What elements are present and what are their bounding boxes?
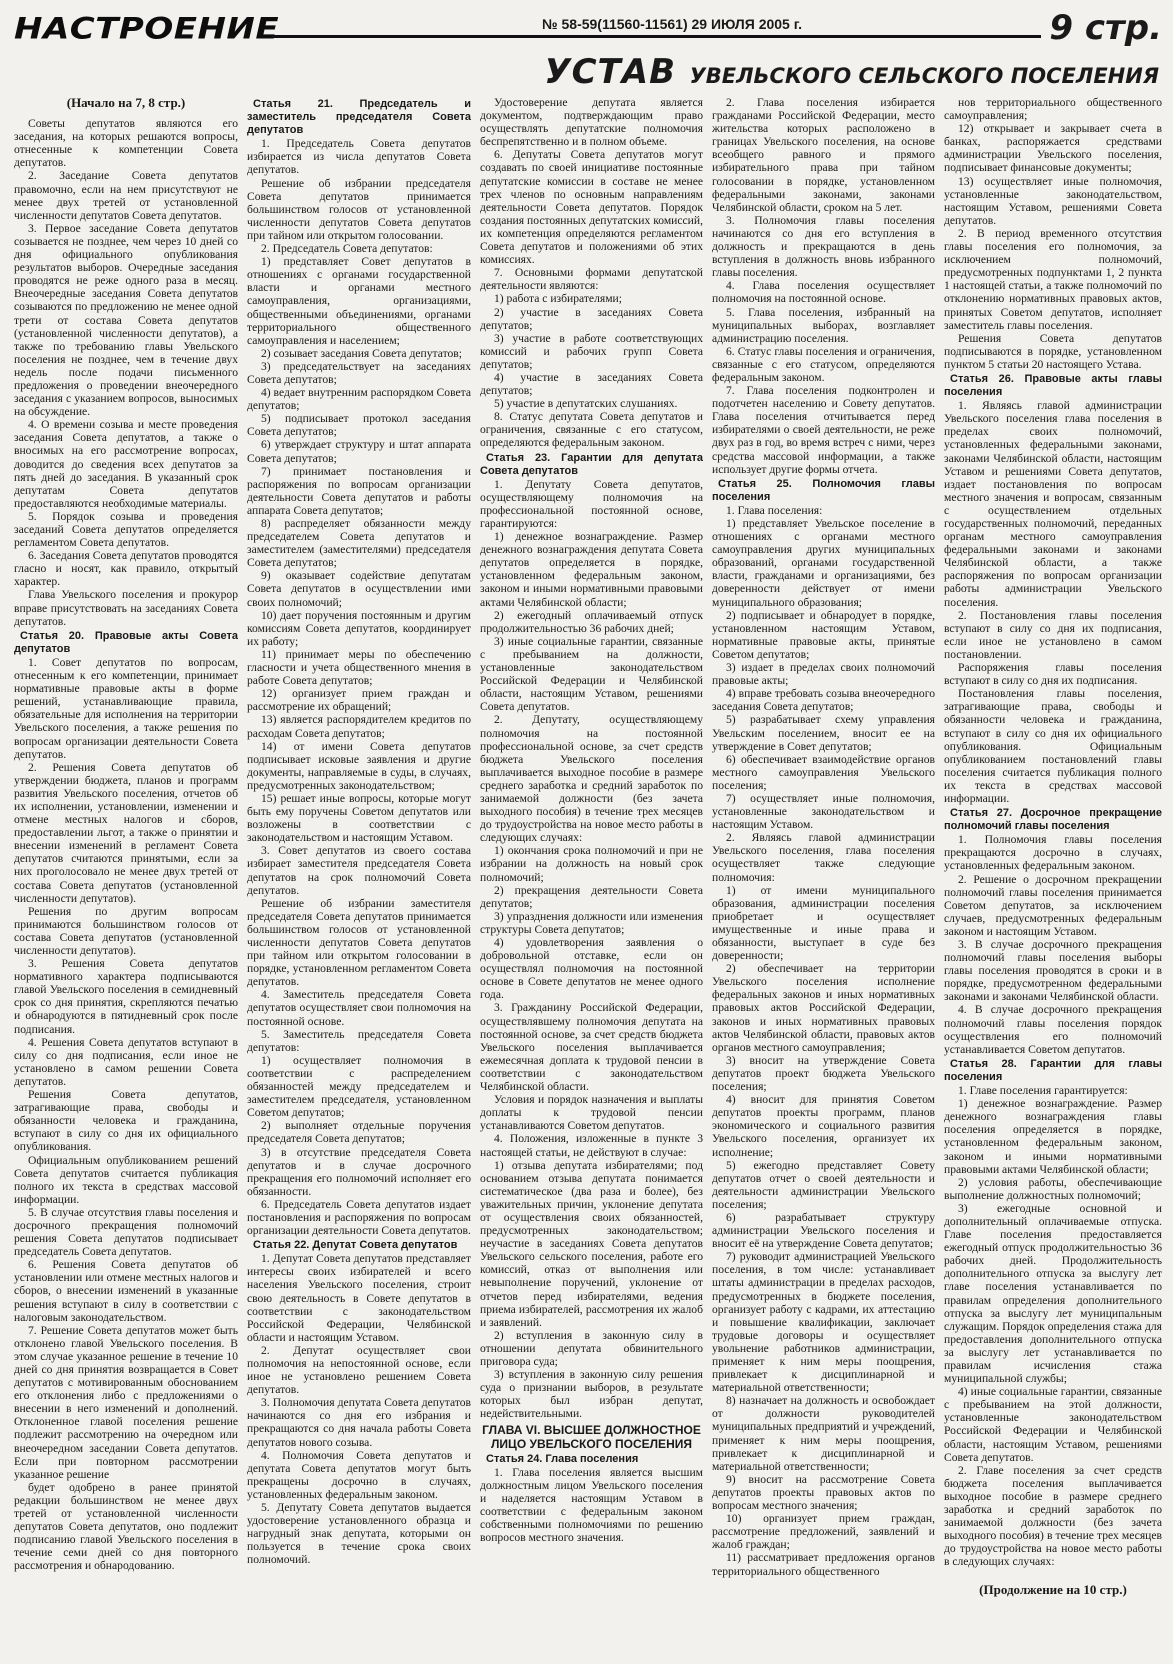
paragraph: 2. Глава поселения избирается гражданами Российской Федерации, место жительства которых расположено в границах Увельского поселения, на основе всеобщего равного и прямого избирательного права при тайном голосовании в порядке, установленном федеральными законами, законами Челябинской области, сроком на 5 лет. xyxy=(712,96,935,214)
paragraph: 1. Депутату Совета депутатов, осуществляющему полномочия на профессиональной постоянной основе, гарантируются: xyxy=(480,477,703,530)
article-heading: Статья 23. Гарантии для депутата Совета депутатов xyxy=(480,451,703,477)
page-number: 9 стр. xyxy=(1041,8,1162,48)
paragraph: Постановления главы поселения, затрагивающие права, свободы и обязанности человека и гражданина, вступают в силу со дня их официального опубликования. Официальным опубликованием постановлений главы поселения считается публикация полного их текста в средствах массовой информации. xyxy=(944,687,1162,805)
paragraph: 6) разрабатывает структуру администрации Увельского поселения и вносит её на утверждение Совета депутатов; xyxy=(712,1210,935,1251)
paragraph: 1) представляет Совет депутатов в отношениях с органами государственной власти и органами местного самоуправления, организациями, общественными объединениями, органами территориального общественного самоуправления и населением; xyxy=(247,255,471,347)
paragraph: Советы депутатов являются его заседания, на которых решаются вопросы, отнесенные к компетенции Совета депутатов. xyxy=(14,117,238,170)
paragraph: 3. Совет депутатов из своего состава избирает заместителя председателя Совета депутатов на срок полномочий Совета депутатов. xyxy=(247,844,471,897)
paragraph: 1. Депутат Совета депутатов представляет интересы своих избирателей и всего населения Увельского поселения, строит свою деятельность в Совете депутатов в соответствии с законодательством Российской Федерации, Челябинской области и настоящим Уставом. xyxy=(247,1252,471,1344)
paragraph: 4) удовлетворения заявления о добровольной отставке, если он осуществлял полномочия на постоянной основе в Совете депутатов не менее одного года. xyxy=(480,936,703,1002)
paragraph: 2. Председатель Совета депутатов: xyxy=(261,242,433,256)
paragraph: 3) участие в работе соответствующих комиссий и рабочих групп Совета депутатов; xyxy=(480,331,703,371)
paragraph: 1) окончания срока полномочий и при не избрании на должность на новый срок полномочий; xyxy=(480,844,703,884)
paragraph: Глава Увельского поселения и прокурор вправе присутствовать на заседаниях Совета депутатов. xyxy=(14,588,238,628)
paragraph: Решение об избрании председателя Совета депутатов принимается большинством голосов от установленной численности депутатов Совета депутатов при тайном или открытом голосовании. xyxy=(247,176,471,242)
text-column-4 xyxy=(712,96,935,1658)
paragraph: 4) вносит для принятия Советом депутатов проекты программ, планов экономического и социального развития Увельского поселения, организует их исполнение; xyxy=(712,1093,935,1159)
paragraph: Решения Совета депутатов подписываются в порядке, установленном пунктом 5 статьи 20 настоящего Устава. xyxy=(944,331,1162,371)
paragraph: 7. Глава поселения подконтролен и подотчетен населению и Совету депутатов. Глава поселения отчитывается перед избирателями о своей деятельности, не реже двух раз в год, во время встреч с ними, через средства массовой информации, а также использует другие формы отчета. xyxy=(712,384,935,476)
paragraph: 3. Первое заседание Совета депутатов созывается не позднее, чем через 10 дней со дня официального опубликования результатов выборов. Очередные заседания проводятся не реже одного раза в месяц. Внеочередные заседания Совета депутатов созываются по предложению не менее одной трети от состава Совета депутатов (установленной численности депутатов), а также по требованию главы Увельского поселения не позднее, чем в течение двух недель после подачи письменного предложения о проведении внеочередного заседания с указанием вопросов, выносимых на обсуждение. xyxy=(14,221,238,419)
paragraph: 3) издает в пределах своих полномочий правовые акты; xyxy=(712,661,935,688)
paragraph: 2) вступления в законную силу в отношении депутата обвинительного приговора суда; xyxy=(480,1328,703,1368)
paragraph: 2. Решение о досрочном прекращении полномочий главы поселения принимается Советом депутатов, за исключением случаев, предусмотренных федеральным законом и настоящим Уставом. xyxy=(944,872,1162,938)
paragraph: 4. Заместитель председателя Совета депутатов осуществляет свои полномочия на постоянной основе. xyxy=(247,988,471,1028)
paragraph: 1) работа с избирателями; xyxy=(494,292,622,306)
paragraph: 1. Председатель Совета депутатов избирается из числа депутатов Совета депутатов. xyxy=(247,137,471,177)
paragraph: 11) принимает меры по обеспечению гласности и учета общественного мнения в работе Совета депутатов; xyxy=(247,647,471,688)
issue-line: № 58-59(11560-11561) 29 ИЮЛЯ 2005 г. xyxy=(536,16,808,32)
paragraph: 8) распределяет обязанности между председателем Совета депутатов и заместителем (заместителями) председателя Совета депутатов; xyxy=(247,517,471,570)
paragraph: 1) осуществляет полномочия в соответствии с распределением обязанностей между председателем и заместителем председателя, установленном Советом депутатов; xyxy=(247,1053,471,1120)
paragraph: 6) утверждает структуру и штат аппарата Совета депутатов; xyxy=(247,438,471,465)
paragraph: 5. Заместитель председателя Совета депутатов: xyxy=(247,1027,471,1054)
paragraph: Распоряжения главы поселения вступают в силу со дня их подписания. xyxy=(944,661,1162,688)
paragraph: 7) осуществляет иные полномочия, установленные законодательством и настоящим Уставом. xyxy=(712,791,935,832)
paragraph: 1. Глава поселения: xyxy=(726,503,823,517)
paragraph: 14) от имени Совета депутатов подписывает исковые заявления и другие документы, направляемые в суды, в случаях, предусмотренных законодательством; xyxy=(247,739,471,792)
paragraph: 4) иные социальные гарантии, связанные с пребыванием на этой должности, установленные законодательством Российской Федерации и Челябинской области, настоящим Уставом, решениями Совета депутатов. xyxy=(944,1385,1162,1464)
paragraph: 1. Совет депутатов по вопросам, отнесенным к его компетенции, принимает нормативные правовые акты в форме решений, устанавливающие правила, обязательные для исполнения на территории Увельского поселения, а также решения по вопросам организации деятельности Совета депутатов. xyxy=(14,655,238,761)
paragraph: 1) от имени муниципального образования, администрации поселения приобретает и осуществляет имущественные и иные права и обязанности, выступает в суде без доверенности; xyxy=(712,883,935,963)
paragraph: 1. Полномочия главы поселения прекращаются досрочно в случаях, установленных федеральным законом. xyxy=(944,833,1162,873)
paragraph: 1) отзыва депутата избирателями; под основанием отзыва депутата понимается систематическое (два раза и более), без уважительных причин, уклонение депутата от осуществления своих обязанностей, предусмотренных законодательством; неучастие в заседаниях Совета депутатов Увельского сельского поселения, работе его комиссий, отказ от выполнения или невыполнение поручений, уклонение от отчетов перед избирателями, ведения приема избирателей, рассмотрения их жалоб и заявлений. xyxy=(480,1158,703,1329)
paragraph: 11) рассматривает предложения органов территориального общественного xyxy=(712,1551,935,1578)
paragraph: 7) принимает постановления и распоряжения по вопросам организации деятельности Совета депутатов и работы аппарата Совета депутатов; xyxy=(247,464,471,517)
paragraph: 4. Полномочия Совета депутатов и депутата Совета депутатов могут быть прекращены досрочно в случаях, установленных федеральным законом. xyxy=(247,1448,471,1501)
paragraph: 2. В период временного отсутствия главы поселения его полномочия, за исключением полномочий, предусмотренных подпунктами 1, 2 пункта 1 настоящей статьи, а также полномочий по отклонению нормативных правовых актов, принятых Советом депутатов, исполняет заместитель главы поселения. xyxy=(944,226,1162,332)
paragraph: 5) ежегодно представляет Совету депутатов отчет о своей деятельности и деятельности администрации Увельского поселения; xyxy=(712,1158,935,1211)
title-main: УСТАВ xyxy=(544,52,676,92)
paragraph: 1) денежное вознаграждение. Размер денежного вознаграждения депутата Совета депутатов определяется в порядке, установленном федеральным законом, законом и иными нормативными правовыми актами Челябинской области; xyxy=(480,530,703,609)
paragraph: 3. Решения Совета депутатов нормативного характера подписываются главой Увельского поселения в семидневный срок со дня принятия, скрепляются печатью и обнародуются в пятидневный срок после подписания. xyxy=(14,957,238,1036)
paragraph: 7) руководит администрацией Увельского поселения, в том числе: устанавливает штаты администрации в пределах расходов, предусмотренных в бюджете поселения, организует работу с кадрами, их аттестацию и повышение квалификации, заключает трудовые договоры и осуществляет увольнение работников администрации, применяет к ним меры поощрения, привлекает к дисциплинарной и материальной ответственности; xyxy=(712,1250,935,1395)
paragraph: 2) ежегодный оплачиваемый отпуск продолжительностью 36 рабочих дней; xyxy=(480,608,703,635)
paragraph: 5) подписывает протокол заседания Совета депутатов; xyxy=(247,412,471,439)
article-columns xyxy=(14,96,1164,1658)
paragraph: 3) ежегодные основной и дополнительный оплачиваемые отпуска. Главе поселения предоставляется ежегодный отпуск продолжительностью 36 рабочих дней. Продолжительность дополнительного отпуска за выслугу лет главе поселения устанавливается по правилам определения дополнительного отпуска за выслугу лет муниципальным служащим. Порядок определения стажа для предоставления дополнительного отпуска за выслугу лет устанавливается по правилам исчисления стажа муниципальной службы; xyxy=(944,1201,1162,1386)
paragraph: 6) обеспечивает взаимодействие органов местного самоуправления Увельского поселения; xyxy=(712,752,935,792)
paragraph: 5. Депутату Совета депутатов выдается удостоверение установленного образца и нагрудный знак депутата, которыми он пользуется в течение срока своих полномочий. xyxy=(247,1501,471,1567)
paragraph: 6. Председатель Совета депутатов издает постановления и распоряжения по вопросам организации деятельности Совета депутатов. xyxy=(247,1197,471,1238)
paragraph: 12) открывает и закрывает счета в банках, распоряжается средствами администрации Увельского поселения, подписывает финансовые документы; xyxy=(944,122,1162,175)
paragraph: Условия и порядок назначения и выплаты доплаты к трудовой пенсии устанавливаются Советом депутатов. xyxy=(480,1093,703,1133)
article-heading: Статья 20. Правовые акты Совета депутатов xyxy=(14,629,238,655)
continuation-note: (Начало на 7, 8 стр.) xyxy=(66,96,186,110)
paragraph: 1) денежное вознаграждение. Размер денежного вознаграждения главы поселения определяется в порядке, установленном федеральным законом, законом и иными нормативными правовыми актами Челябинской области; xyxy=(944,1097,1162,1176)
paragraph: 4. Глава поселения осуществляет полномочия на постоянной основе. xyxy=(712,279,935,306)
text-column-1 xyxy=(14,96,238,1658)
paragraph: 3. Полномочия депутата Совета депутатов начинаются со дня его избрания и прекращаются со дня начала работы Совета депутатов нового созыва. xyxy=(247,1396,471,1449)
paragraph: 3) вносит на утверждение Совета депутатов проект бюджета Увельского поселения; xyxy=(712,1053,935,1094)
article-heading: Статья 27. Досрочное прекращение полномочий главы поселения xyxy=(944,807,1162,833)
paragraph: 6. Решения Совета депутатов об установлении или отмене местных налогов и сборов, о внесении изменений в указанные решения вступают в силу в соответствии с налоговым законодательством. xyxy=(14,1258,238,1324)
paragraph: 3) в отсутствие председателя Совета депутатов и в случае досрочного прекращения его полномочий исполняет его обязанности. xyxy=(247,1145,471,1198)
paragraph: будет одобрено в ранее принятой редакции большинством не менее двух третей от установленной численности депутатов Совета депутатов, оно подлежит подписанию главой Увельского поселения в течение семи дней со дня повторного рассмотрения и обнародованию. xyxy=(14,1480,238,1573)
paragraph: 2. Постановления главы поселения вступают в силу со дня их подписания, если иное не установлено в самом постановлении. xyxy=(944,608,1162,661)
text-column-3 xyxy=(480,96,703,1658)
paragraph: 8) назначает на должность и освобождает от должности руководителей муниципальных предприятий и учреждений, применяет к ним меры поощрения, привлекает к дисциплинарной и материальной ответственности; xyxy=(712,1394,935,1473)
paragraph: 2. Депутату, осуществляющему полномочия на постоянной профессиональной основе, за счет средств бюджета Увельского поселения выплачивается выходное пособие в размере среднего заработка и средний заработок по занимаемой должности (без зачета выходного пособия) в течение трех месяцев до трудоустройства на новое место работы в следующих случаях: xyxy=(480,713,703,845)
paragraph: 13) является распорядителем кредитов по расходам Совета депутатов; xyxy=(247,713,471,740)
article-heading: Статья 24. Глава поселения xyxy=(486,1452,639,1465)
paragraph: 1. Являясь главой администрации Увельского поселения глава поселения в пределах своих полномочий, установленных федеральными законами, законами Челябинской области, настоящим Уставом и решениями Совета депутатов, издает постановления по вопросам местного значения и вопросам, связанным с осуществлением отдельных государственных полномочий, переданных органам местного самоуправления федеральными законами и законами Челябинской области, а также распоряжения по вопросам организации работы администрации Увельского поселения. xyxy=(944,399,1162,609)
paragraph: 6. Статус главы поселения и ограничения, связанные с его статусом, определяются федеральным законом. xyxy=(712,344,935,384)
paragraph: 8. Статус депутата Совета депутатов и ограничения, связанные с его статусом, определяются федеральным законом. xyxy=(480,410,703,450)
paragraph: 10) организует прием граждан, рассмотрение предложений, заявлений и жалоб граждан; xyxy=(712,1512,935,1552)
paragraph: 2) условия работы, обеспечивающие выполнение должностных полномочий; xyxy=(944,1175,1162,1202)
paragraph: 5. Глава поселения, избранный на муниципальных выборах, возглавляет администрацию поселения. xyxy=(712,305,935,345)
paragraph: 2. Решения Совета депутатов об утверждении бюджета, планов и программ развития Увельского поселения, отчетов об их исполнении, установлении, изменении и отмене местных налогов и сборов, предоставлении льгот, а также о принятии и внесении изменений в регламент Совета депутатов считаются принятыми, если за них проголосовало не менее двух третей от состава Совета депутатов (установленной численности депутатов). xyxy=(14,760,238,905)
paragraph: 1. Главе поселения гарантируется: xyxy=(958,1084,1128,1098)
article-heading: Статья 22. Депутат Совета депутатов xyxy=(253,1239,458,1252)
document-title xyxy=(544,52,1159,92)
paragraph: 10) дает поручения постоянным и другим комиссиям Совета депутатов, координирует их работу; xyxy=(247,608,471,648)
text-column-5 xyxy=(944,96,1162,1658)
paragraph: 2. Заседание Совета депутатов правомочно, если на нем присутствуют не менее двух третей от установленной численности депутатов Совета депутатов. xyxy=(14,169,238,222)
paragraph: Решения Совета депутатов, затрагивающие права, свободы и обязанности человека и гражданина, вступают в силу со дня их официального опубликования. xyxy=(14,1088,238,1154)
paragraph: Решения по другим вопросам принимаются большинством голосов от состава Совета депутатов (установленной численности депутатов). xyxy=(14,904,238,957)
paragraph: 5) участие в депутатских слушаниях. xyxy=(494,397,678,411)
paragraph: 9) вносит на рассмотрение Совета депутатов проекты правовых актов по вопросам местного значения; xyxy=(712,1472,935,1513)
text-column-2 xyxy=(247,96,471,1658)
paragraph: 2) участие в заседаниях Совета депутатов; xyxy=(480,305,703,332)
paragraph: 4. В случае досрочного прекращения полномочий главы поселения порядок осуществления его полномочий устанавливается Советом депутатов. xyxy=(944,1003,1162,1056)
paragraph: 3) упразднения должности или изменения структуры Совета депутатов; xyxy=(480,909,703,936)
paragraph: Удостоверение депутата является документом, подтверждающим право осуществлять депутатские полномочия беспрепятственно и в полном объеме. xyxy=(480,96,703,149)
paragraph: 3. Полномочия главы поселения начинаются со дня его вступления в должность и прекращаются в день вступления в должность вновь избранного главы поселения. xyxy=(712,213,935,280)
paragraph: 4) ведает внутренним распорядком Совета депутатов; xyxy=(247,386,471,413)
header-rule xyxy=(272,35,1070,38)
paragraph: 12) организует прием граждан и рассмотрение их обращений; xyxy=(247,687,471,714)
masthead xyxy=(14,8,1162,52)
section-name: НАСТРОЕНИЕ xyxy=(14,12,280,46)
paragraph: 5) разрабатывает схему управления Увельским поселением, вносит ее на утверждение в Совет депутатов; xyxy=(712,713,935,753)
article-heading: Статья 28. Гарантии для главы поселения xyxy=(944,1057,1162,1083)
paragraph: Официальным опубликованием решений Совета депутатов считается публикация полного их текста в средствах массовой информации. xyxy=(14,1153,238,1206)
continuation-note: (Продолжение на 10 стр.) xyxy=(979,1581,1127,1597)
paragraph: 3) председательствует на заседаниях Совета депутатов; xyxy=(247,359,471,386)
paragraph: 4. Решения Совета депутатов вступают в силу со дня подписания, если иное не установлено в самом решении Совета депутатов. xyxy=(14,1035,238,1088)
paragraph: 2. Главе поселения за счет средств бюджета поселения выплачивается выходное пособие в размере среднего заработка и средний заработок по занимаемой должности (без зачета выходного пособия) в течение трех месяцев до трудоустройства на новое место работы в следующих случаях: xyxy=(944,1463,1162,1569)
chapter-heading: ГЛАВА VI. ВЫСШЕЕ ДОЛЖНОСТНОЕ ЛИЦО УВЕЛЬСКОГО ПОСЕЛЕНИЯ xyxy=(482,1423,701,1451)
paragraph: 5. В случае отсутствия главы поселения и досрочного прекращения полномочий решения Совета депутатов подписывает председатель Совета депутатов. xyxy=(14,1205,238,1259)
paragraph: 15) решает иные вопросы, которые могут быть ему поручены Советом депутатов или возложены в соответствии с законодательством и настоящим Уставом. xyxy=(247,791,471,845)
paragraph: 2. Депутат осуществляет свои полномочия на непостоянной основе, если иное не установлено решением Совета депутатов. xyxy=(247,1343,471,1397)
paragraph: 7. Основными формами депутатской деятельности являются: xyxy=(480,266,703,293)
paragraph: 4. Положения, изложенные в пункте 3 настоящей статьи, не действуют в случае: xyxy=(480,1132,703,1159)
paragraph: 2) созывает заседания Совета депутатов; xyxy=(261,346,462,360)
paragraph: нов территориального общественного самоуправления; xyxy=(944,96,1162,123)
paragraph: 6. Заседания Совета депутатов проводятся гласно и носят, как правило, открытый характер. xyxy=(14,549,238,589)
paragraph: 2) подписывает и обнародует в порядке, установленном настоящим Уставом, нормативные правовые акты, принятые Советом депутатов; xyxy=(712,608,935,661)
title-sub: УВЕЛЬСКОГО СЕЛЬСКОГО ПОСЕЛЕНИЯ xyxy=(689,64,1159,88)
paragraph: 7. Решение Совета депутатов может быть отклонено главой Увельского поселения. В этом случае указанное решение в течение 10 дней со дня принятия возвращается в Совет депутатов с мотивированным обоснованием его отклонения либо с предложениями о внесении в него изменений и дополнений. Отклоненное главой поселения решение подлежит рассмотрению на очередном или внеочередном заседании Совета депутатов. Если при повторном рассмотрении указанное решение xyxy=(14,1323,238,1481)
paragraph: 3) иные социальные гарантии, связанные с пребыванием на должности, установленные законодательством Российской Федерации и Челябинской области, настоящим Уставом, решениями Совета депутатов. xyxy=(480,634,703,714)
paragraph: 4) участие в заседаниях Совета депутатов; xyxy=(480,370,703,398)
paragraph: 3. В случае досрочного прекращения полномочий главы поселения выборы главы поселения проводятся в сроки и в порядке, предусмотренном федеральными законами и законами Челябинской области. xyxy=(944,938,1162,1004)
paragraph: 4. О времени созыва и месте проведения заседания Совета депутатов, а также о вносимых на его рассмотрение вопросах, доводится до сведения всех депутатов за пять дней до заседания. В указанный срок депутатам Совета депутатов предоставляются необходимые материалы. xyxy=(14,418,238,510)
paragraph: 1) представляет Увельское поселение в отношениях с органами местного самоуправления других муниципальных образований, органами государственной власти, гражданами и организациями, без доверенности действует от имени муниципального образования; xyxy=(712,517,935,609)
paragraph: 3) вступления в законную силу решения суда о признании выборов, в результате которых был избран депутат, недействительными. xyxy=(480,1368,703,1421)
paragraph: 13) осуществляет иные полномочия, установленные законодательством, настоящим Уставом, решениями Совета депутатов. xyxy=(944,174,1162,227)
paragraph: 2. Являясь главой администрации Увельского поселения, глава поселения осуществляет также следующие полномочия: xyxy=(712,831,935,884)
paragraph: 6. Депутаты Совета депутатов могут создавать по своей инициативе постоянные депутатские комиссии в составе не менее трех членов по основным направлениям деятельности Совета депутатов. Порядок создания постоянных депутатских комиссий, их компетенция определяются регламентом Совета депутатов и положениями об этих комиссиях. xyxy=(480,148,703,267)
article-heading: Статья 25. Полномочия главы поселения xyxy=(712,477,935,503)
paragraph: Решение об избрании заместителя председателя Совета депутатов принимается большинством голосов от установленной численности депутатов Совета депутатов при тайном или открытом голосовании в порядке, установленном регламентом Совета депутатов. xyxy=(247,896,471,989)
paragraph: 5. Порядок созыва и проведения заседаний Совета депутатов определяется регламентом Совета депутатов. xyxy=(14,509,238,550)
paragraph: 1. Глава поселения является высшим должностным лицом Увельского поселения и наделяется настоящим Уставом в соответствии с федеральным законом собственными полномочиями по решению вопросов местного значения. xyxy=(480,1465,703,1545)
paragraph: 4) вправе требовать созыва внеочередного заседания Совета депутатов; xyxy=(712,687,935,714)
paragraph: 2) прекращения деятельности Совета депутатов; xyxy=(480,883,703,910)
paragraph: 2) выполняет отдельные поручения председателя Совета депутатов; xyxy=(247,1119,471,1146)
article-heading: Статья 26. Правовые акты главы поселения xyxy=(944,372,1162,399)
paragraph: 9) оказывает содействие депутатам Совета депутатов в осуществлении ими своих полномочий; xyxy=(247,569,471,609)
article-heading: Статья 21. Председатель и заместитель председателя Совета депутатов xyxy=(247,98,471,137)
paragraph: 3. Гражданину Российской Федерации, осуществлявшему полномочия депутата на постоянной основе, за счет средств бюджета Увельского поселения выплачивается ежемесячная доплата к трудовой пенсии в соответствии с законодательством Челябинской области. xyxy=(480,1001,703,1094)
paragraph: 2) обеспечивает на территории Увельского поселения исполнение федеральных законов и иных нормативных правовых актов Российской Федерации, законов и иных нормативных правовых актов Челябинской области, правовых актов органов местного самоуправления; xyxy=(712,962,935,1054)
